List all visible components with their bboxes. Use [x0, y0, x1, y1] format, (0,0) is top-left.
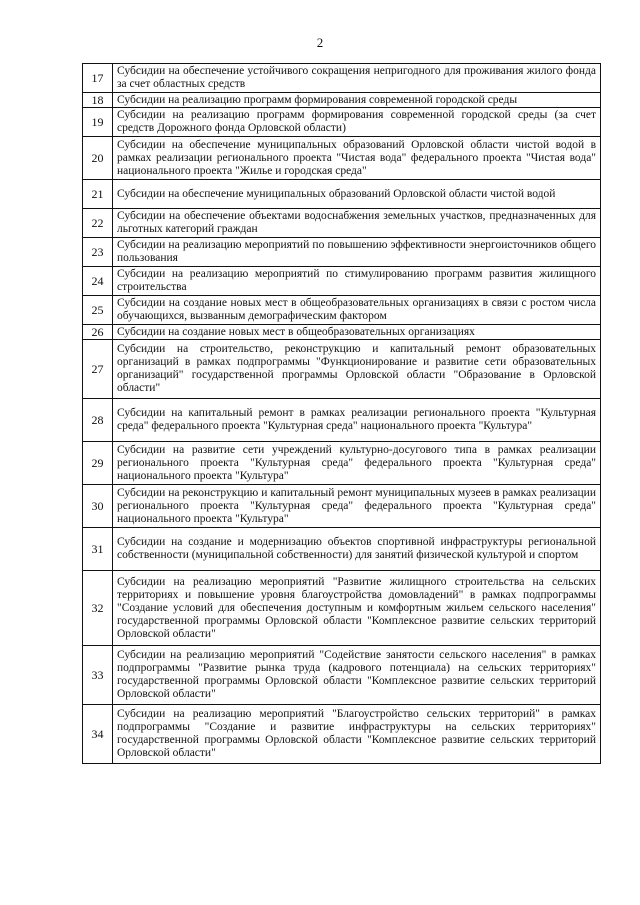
table-row: [83, 238, 601, 267]
row-description: Субсидии на обеспечение муниципальных образований Орловской области чистой водой: [113, 180, 601, 209]
row-description: Субсидии на создание новых мест в общеобразовательных организациях: [113, 325, 601, 340]
row-description: Субсидии на реализацию мероприятий "Благоустройство сельских территорий" в рамках подпрограммы "Создание и развитие инфраструктуры на сельских территориях" государственной программы Орловской области "Комплексное развитие сельских территорий Орловской области": [113, 705, 601, 764]
row-number: 27: [83, 340, 113, 399]
row-number: 25: [83, 296, 113, 325]
table-row: [83, 325, 601, 340]
table-row: [83, 340, 601, 399]
row-description: Субсидии на реализацию мероприятий по повышению эффективности энергоисточников общего пользования: [113, 238, 601, 267]
row-number: 31: [83, 528, 113, 571]
table-row: [83, 485, 601, 528]
row-number: 34: [83, 705, 113, 764]
row-number: 22: [83, 209, 113, 238]
table-row: [83, 705, 601, 764]
table-row: [83, 296, 601, 325]
row-description: Субсидии на обеспечение муниципальных образований Орловской области чистой водой в рамках реализации регионального проекта "Чистая вода" федерального проекта "Чистая вода" национального проекта "Жилье и городская среда": [113, 137, 601, 180]
row-description: Субсидии на реконструкцию и капитальный ремонт муниципальных музеев в рамках реализации регионального проекта "Культурная среда" федерального проекта "Культурная среда" национального проекта "Культура": [113, 485, 601, 528]
row-description: Субсидии на реализацию мероприятий по стимулированию программ развития жилищного строительства: [113, 267, 601, 296]
row-number: 28: [83, 399, 113, 442]
row-number: 20: [83, 137, 113, 180]
subsidies-table: [82, 63, 601, 764]
row-number: 33: [83, 646, 113, 705]
table-row: [83, 646, 601, 705]
row-number: 23: [83, 238, 113, 267]
table-row: [83, 571, 601, 646]
row-number: 17: [83, 64, 113, 93]
row-description: Субсидии на создание и модернизацию объектов спортивной инфраструктуры региональной собственности (муниципальной собственности) для занятий физической культурой и спортом: [113, 528, 601, 571]
table-row: [83, 528, 601, 571]
row-number: 29: [83, 442, 113, 485]
table-row: [83, 442, 601, 485]
row-number: 21: [83, 180, 113, 209]
row-description: Субсидии на капитальный ремонт в рамках реализации регионального проекта "Культурная среда" федерального проекта "Культурная среда" национального проекта "Культура": [113, 399, 601, 442]
row-description: Субсидии на обеспечение объектами водоснабжения земельных участков, предназначенных для льготных категорий граждан: [113, 209, 601, 238]
row-description: Субсидии на создание новых мест в общеобразовательных организациях в связи с ростом числа обучающихся, вызванным демографическим фактором: [113, 296, 601, 325]
row-number: 32: [83, 571, 113, 646]
row-description: Субсидии на реализацию программ формирования современной городской среды: [113, 93, 601, 108]
row-description: Субсидии на развитие сети учреждений культурно-досугового типа в рамках реализации регионального проекта "Культурная среда" федерального проекта "Культурная среда" национального проекта "Культура": [113, 442, 601, 485]
table-row: [83, 180, 601, 209]
row-description: Субсидии на строительство, реконструкцию и капитальный ремонт образовательных организаций в рамках подпрограммы "Функционирование и развитие сети образовательных организаций" государственной программы Орловской области "Образование в Орловской области": [113, 340, 601, 399]
row-number: 26: [83, 325, 113, 340]
row-number: 30: [83, 485, 113, 528]
table-row: [83, 209, 601, 238]
table-row: [83, 267, 601, 296]
table-row: [83, 64, 601, 93]
table-row: [83, 108, 601, 137]
row-description: Субсидии на реализацию мероприятий "Развитие жилищного строительства на сельских территориях и повышение уровня благоустройства домовладений" в рамках подпрограммы "Создание условий для обеспечения доступным и комфортным жильем сельского населения" государственной программы Орловской области "Комплексное развитие сельских территорий Орловской области": [113, 571, 601, 646]
row-number: 18: [83, 93, 113, 108]
row-number: 19: [83, 108, 113, 137]
table-row: [83, 399, 601, 442]
table-row: [83, 137, 601, 180]
table-row: [83, 93, 601, 108]
row-description: Субсидии на обеспечение устойчивого сокращения непригодного для проживания жилого фонда за счет областных средств: [113, 64, 601, 93]
row-description: Субсидии на реализацию мероприятий "Содействие занятости сельского населения" в рамках подпрограммы "Развитие рынка труда (кадрового потенциала) на сельских территориях" государственной программы Орловской области "Комплексное развитие сельских территорий Орловской области": [113, 646, 601, 705]
page-number: 2: [316, 35, 324, 50]
row-number: 24: [83, 267, 113, 296]
row-description: Субсидии на реализацию программ формирования современной городской среды (за счет средств Дорожного фонда Орловской области): [113, 108, 601, 137]
